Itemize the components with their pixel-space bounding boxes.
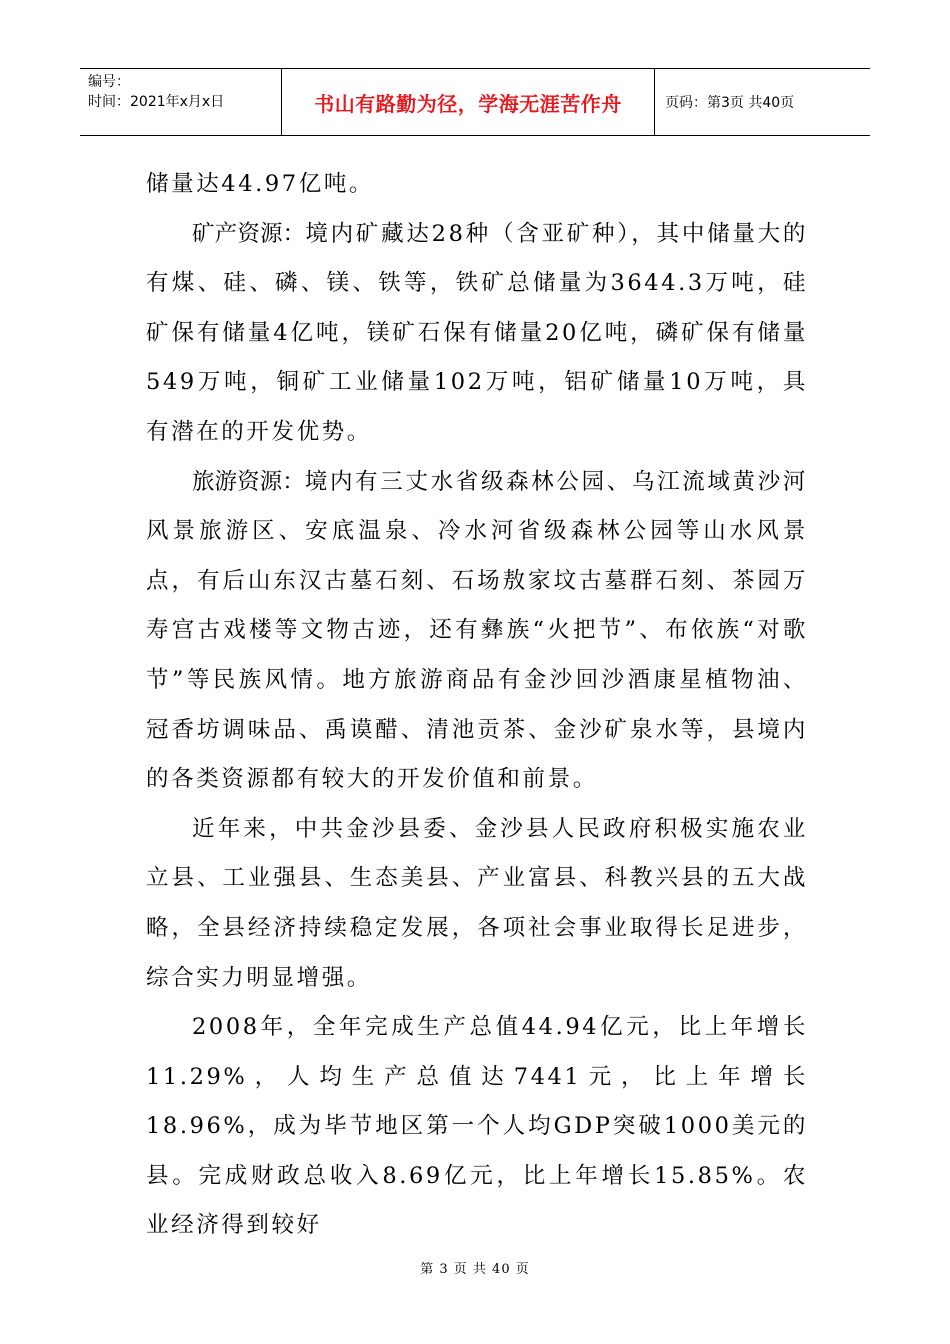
paragraph-economy-2008: 2008年，全年完成生产总值44.94亿元，比上年增长11.29%，人均生产总值达7441元，比上年增长18.96%，成为毕节地区第一个人均GDP突破1000美元的县。完成财政总收入8.69亿元，比上年增长15.85%。农业经济得到较好 [146, 1014, 808, 1239]
paragraph-mineral-resources [146, 210, 808, 458]
page-footer: 第 3 页 共 40 页 [420, 1262, 530, 1277]
header-meta [80, 69, 282, 135]
document-number-label: 编号： [88, 74, 130, 90]
paragraph-tourism-resources [146, 458, 808, 805]
document-time-label: 时间：2021年x月x日 [88, 94, 225, 110]
header-motto: 书山有路勤为径，学海无涯苦作舟 [282, 69, 655, 135]
paragraph-text-mineral: 境内矿藏达28种（含亚矿种），其中储量大的有煤、硅、磷、镁、铁等，铁矿总储量为3644.3万吨，硅矿保有储量4亿吨，镁矿石保有储量20亿吨，磷矿保有储量549万吨，铜矿工业储量102万吨，铝矿储量10万吨，具有潜在的开发优势。 [146, 220, 808, 445]
paragraph-lead-mineral: 矿产资源： [192, 220, 306, 247]
paragraph-strategy: 近年来，中共金沙县委、金沙县人民政府积极实施农业立县、工业强县、生态美县、产业富县、科教兴县的五大战略，全县经济持续稳定发展，各项社会事业取得长足进步，综合实力明显增强。 [146, 815, 808, 991]
paragraph-text-tourism: 境内有三丈水省级森林公园、乌江流域黄沙河风景旅游区、安底温泉、冷水河省级森林公园等山水风景点，有后山东汉古墓石刻、石场敖家坟古墓群石刻、茶园万寿宫古戏楼等文物古迹，还有彝族“火把节”、布依族“对歌节”等民族风情。地方旅游商品有金沙回沙酒康星植物油、冠香坊调味品、禹谟醋、清池贡茶、金沙矿泉水等，县境内的各类资源都有较大的开发价值和前景。 [146, 468, 808, 793]
document-body [146, 160, 808, 1251]
page-header [80, 68, 870, 136]
paragraph-lead-tourism: 旅游资源： [192, 468, 305, 495]
header-page-label: 页码：第3页 共40页 [665, 95, 795, 111]
paragraph-continued: 储量达44.97亿吨。 [146, 171, 375, 197]
